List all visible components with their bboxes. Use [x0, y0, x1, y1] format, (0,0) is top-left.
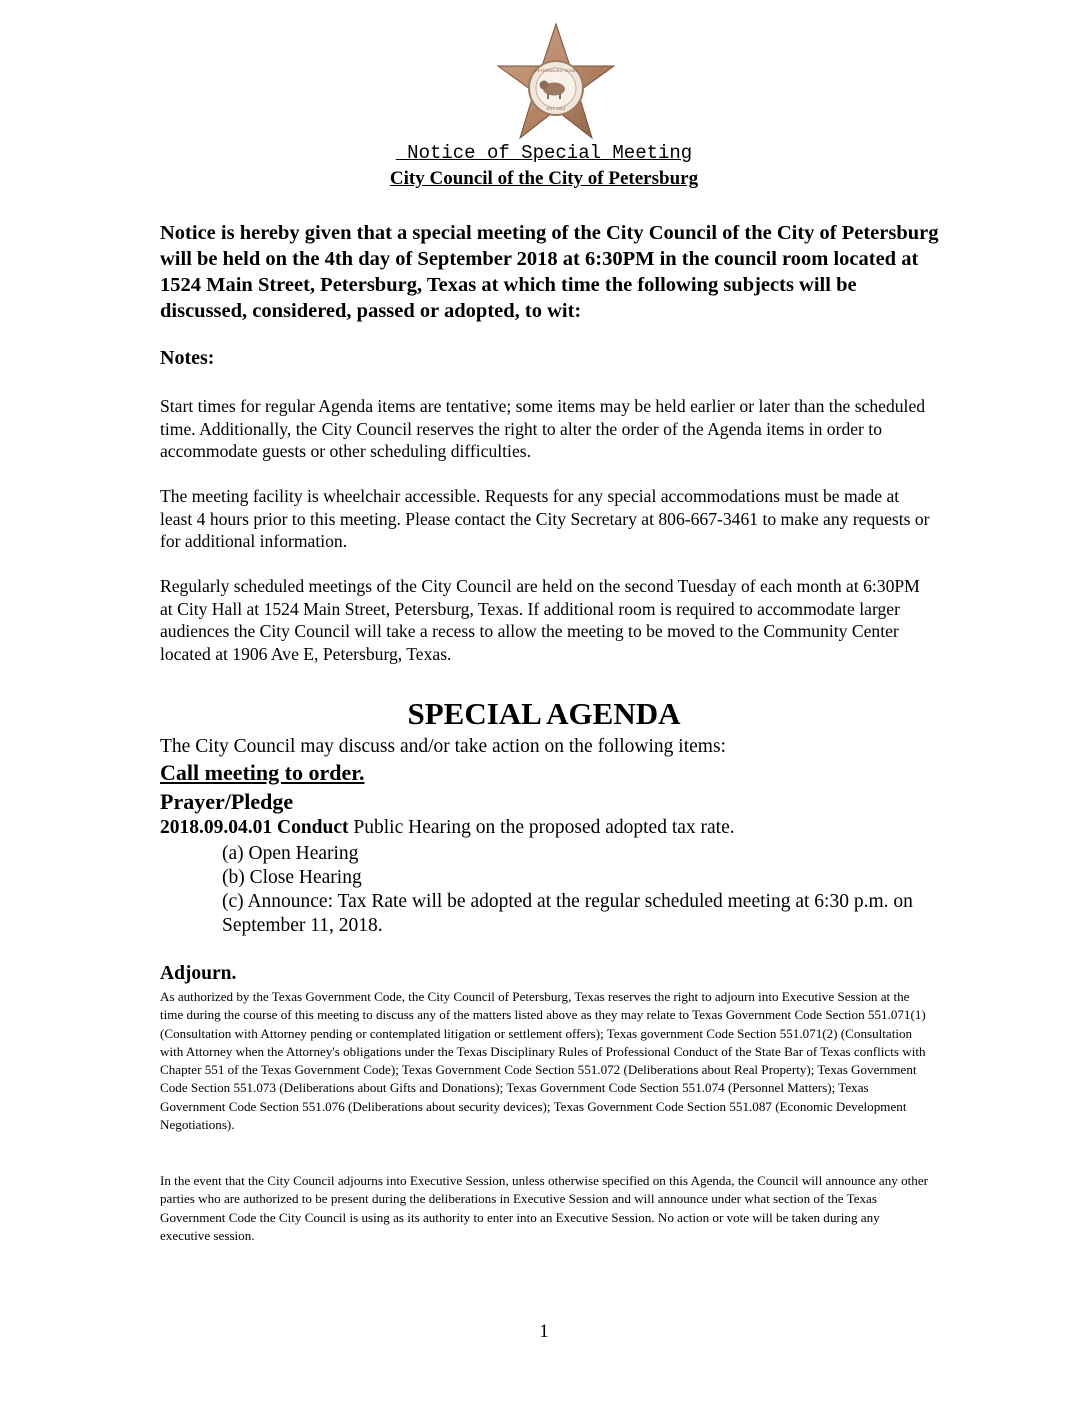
- prayer-pledge: Prayer/Pledge: [160, 789, 294, 814]
- agenda-subitem-open-hearing: (a) Open Hearing: [222, 843, 359, 864]
- meeting-notice-intro: Notice is hereby given that a special meeting of the City Council of the City of Petersburg will be held on the 4th day of September 2018 at 6:30PM in the council room located at 1524 Main Street, Petersburg, Texas at which time the following subjects will be discussed, considered, passed or adopted, to wit:: [160, 222, 939, 322]
- agenda-subitem-announce: (c) Announce: Tax Rate will be adopted at the regular scheduled meeting at 6:30 p.m. on September 11, 2018.: [222, 891, 913, 936]
- notice-title: Notice of Special Meeting: [395, 142, 693, 164]
- seal-ring-text: PETERSBURG TEXAS: [535, 68, 577, 73]
- notes-paragraph-regular-meetings: Regularly scheduled meetings of the City Council are held on the second Tuesday of each month at 6:30PM at City Hall at 1524 Main Street, Petersburg, Texas. If additional room is required to accommodate larger audiences the City Council will take a recess to allow the meeting to be moved to the Community Center located at 1906 Ave E, Petersburg, Texas.: [160, 576, 920, 665]
- council-subtitle: City Council of the City of Petersburg: [389, 168, 699, 189]
- agenda-item-number: 2018.09.04.01 Conduct: [160, 817, 349, 838]
- notes-paragraph-accessibility: The meeting facility is wheelchair accessible. Requests for any special accommodations must be made at least 4 hours prior to this meeting. Please contact the City Secretary at 806-667-3461 to make any requests or for additional information.: [160, 486, 930, 552]
- city-seal-star-logo: [496, 22, 616, 142]
- notes-paragraph-start-times: Start times for regular Agenda items are tentative; some items may be held earlier or later than the scheduled time. Additionally, the City Council reserves the right to alter the order of the Agenda items in order to accommodate guests or other scheduling difficulties.: [160, 396, 926, 462]
- call-to-order: Call meeting to order.: [160, 760, 365, 785]
- notes-heading: Notes:: [160, 347, 215, 369]
- page-number: 1: [539, 1321, 549, 1342]
- adjourn-heading: Adjourn.: [160, 963, 237, 984]
- executive-session-paragraph: As authorized by the Texas Government Code, the City Council of Petersburg, Texas reserves the right to adjourn into Executive Session at the time during the course of this meeting to discuss any of the matters listed above as they may relate to Texas Government Code Section 551.071(1) (Consultation with Attorney pending or contemplated litigation or settlement offers); Texas government Code Section 551.071(2) (Consultation with Attorney when the Attorney's obligations under the Texas Disciplinary Rules of Professional Conduct of the State Bar of Texas conflicts with Chapter 551 of the Texas Government Code); Texas Government Code Section 551.072 (Deliberations about Real Property); Texas Government Code Section 551.073 (Deliberations about Gifts and Donations); Texas Government Code Section 551.074 (Personnel Matters); Texas Government Code Section 551.076 (Deliberations about security devices); Texas Government Code Section 551.087 (Economic Development Negotiations).: [160, 989, 926, 1133]
- agenda-title: SPECIAL AGENDA: [407, 696, 681, 731]
- seal-established-text: EST. 1913: [546, 106, 566, 111]
- agenda-subitem-close-hearing: (b) Close Hearing: [222, 867, 362, 888]
- agenda-intro: The City Council may discuss and/or take action on the following items:: [160, 736, 726, 757]
- agenda-item: [160, 817, 735, 839]
- executive-session-announcement: In the event that the City Council adjourns into Executive Session, unless otherwise specified on this Agenda, the Council will announce any other parties who are authorized to be present during the deliberations in Executive Session and will announce under what section of the Texas Government Code the City Council is using as its authority to enter into an Executive Session. No action or vote will be taken during any executive session.: [160, 1173, 929, 1243]
- agenda-item-text: Public Hearing on the proposed adopted tax rate.: [348, 817, 735, 838]
